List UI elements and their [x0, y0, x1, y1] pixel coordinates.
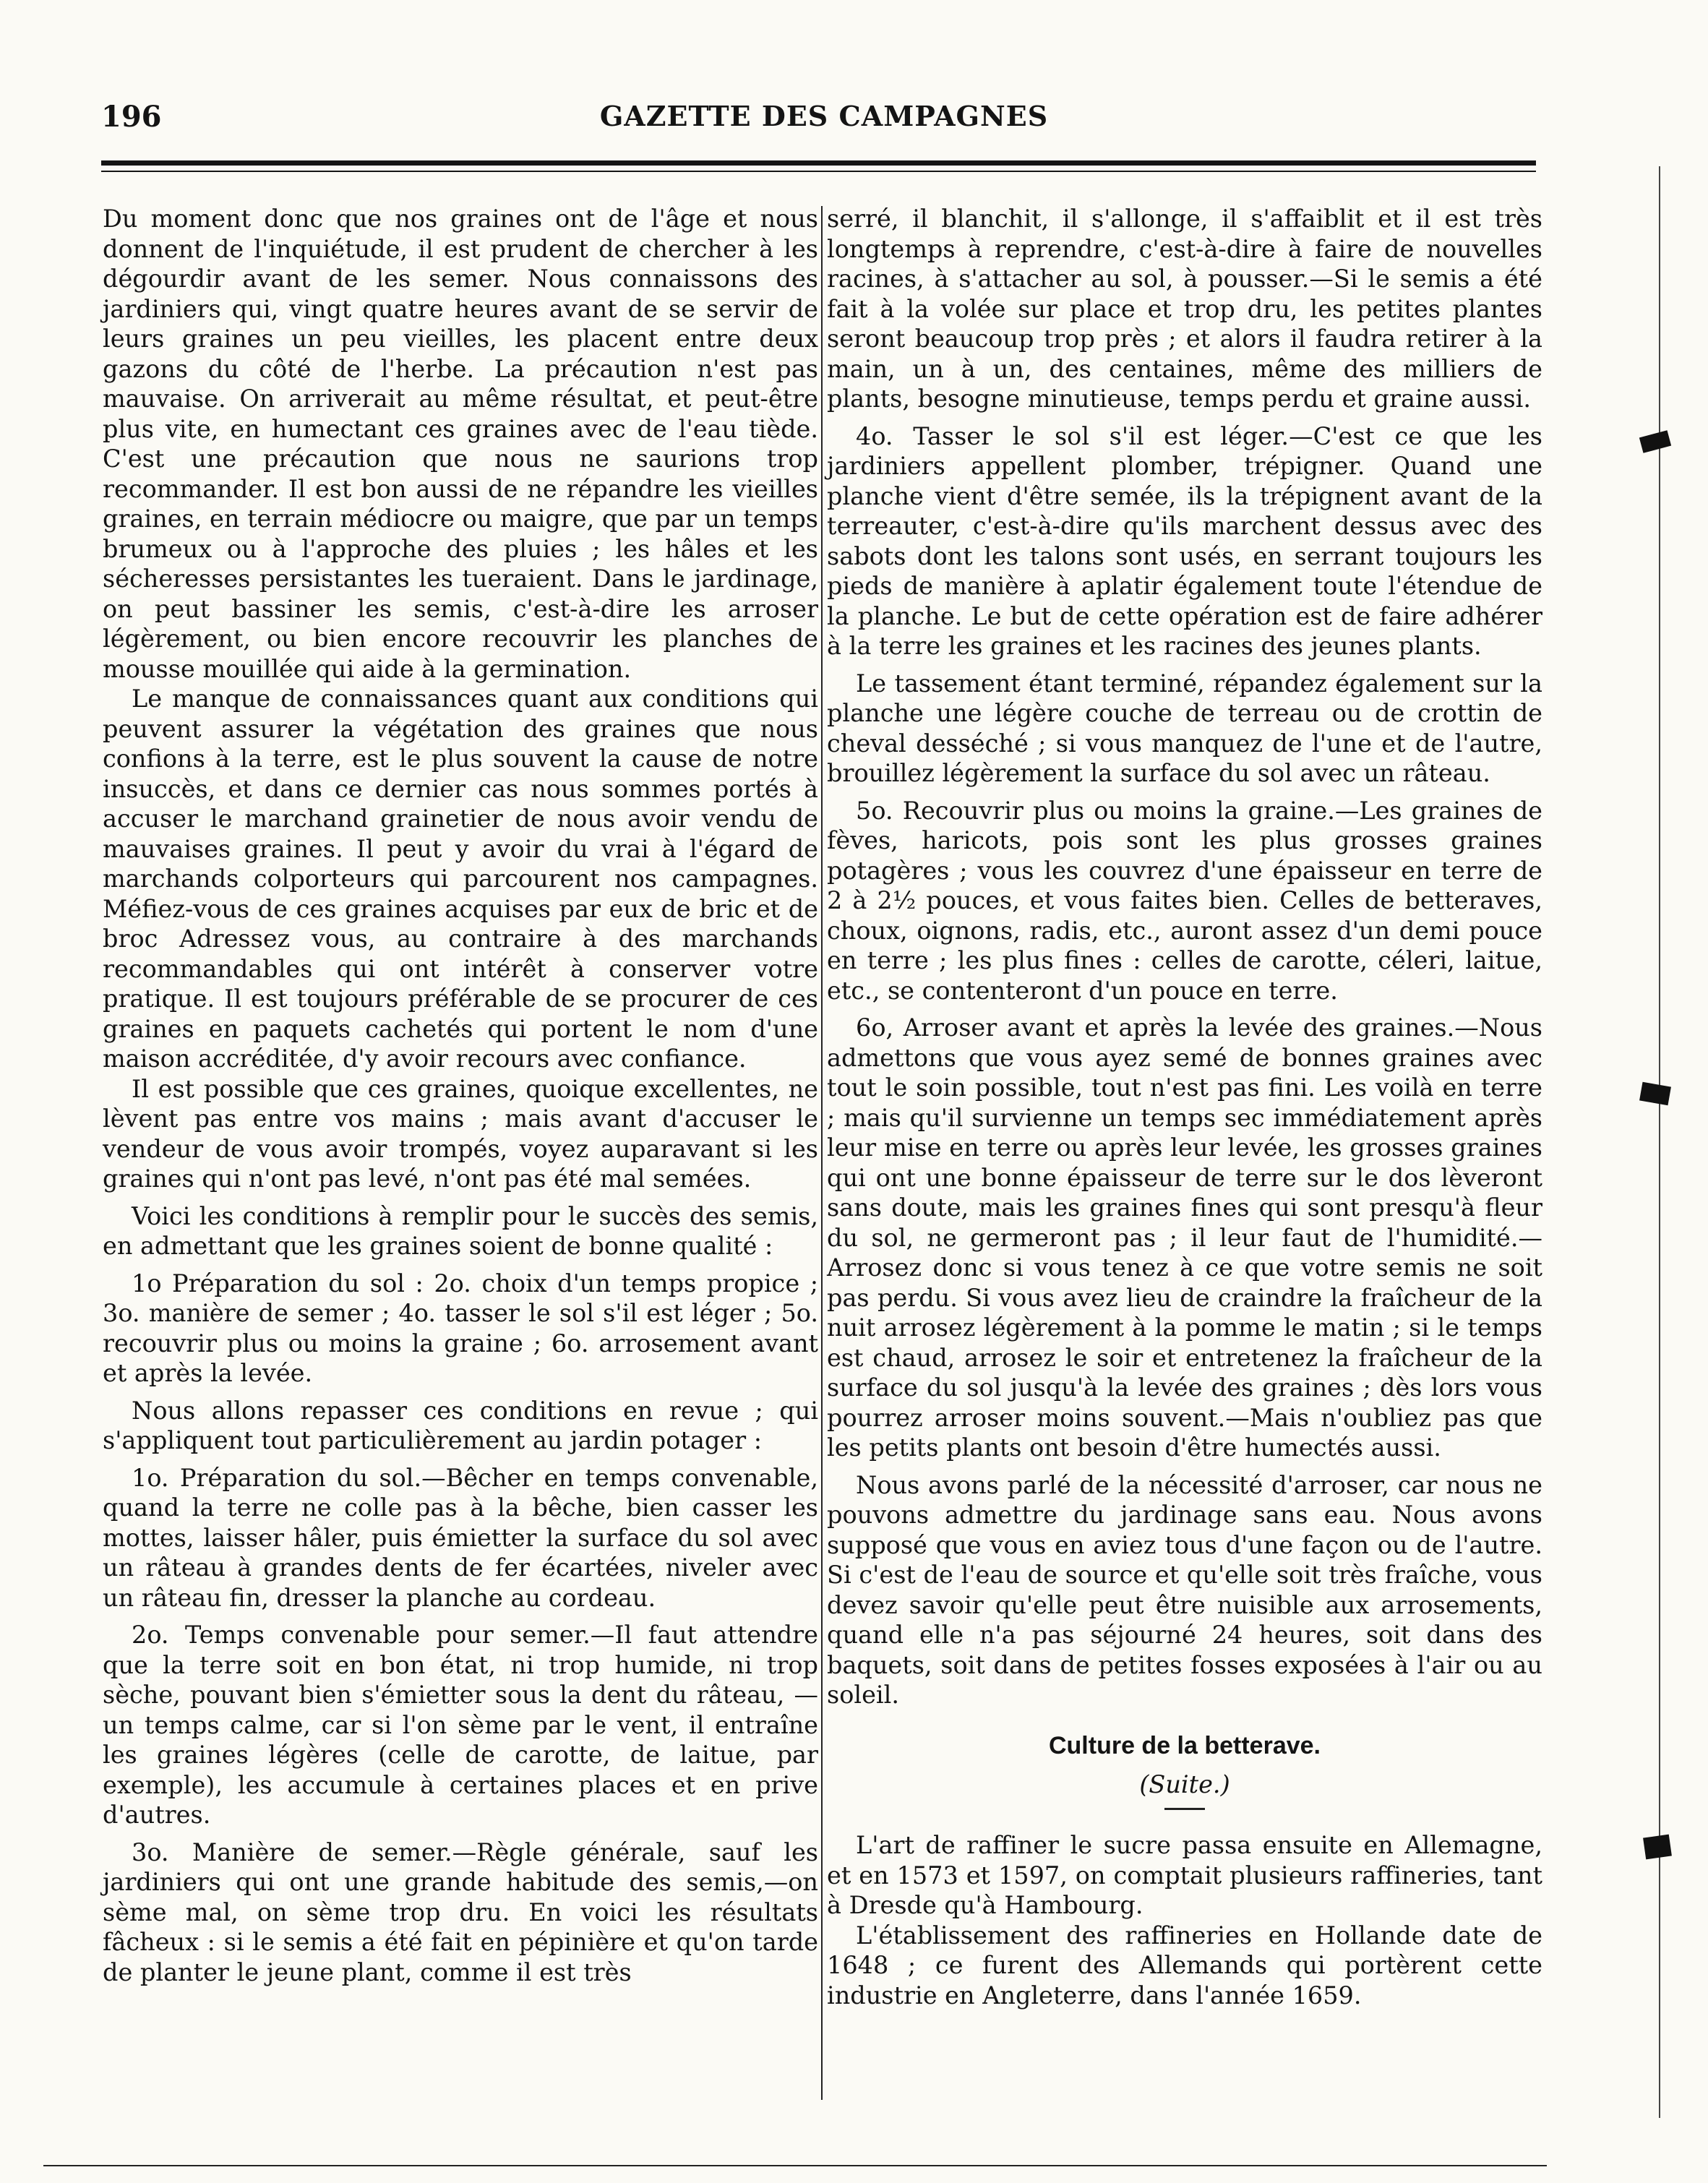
scan-edge-mark — [1643, 1835, 1672, 1860]
paragraph: 5o. Recouvrir plus ou moins la graine.—Les graines de fèves, haricots, pois sont les plus grosses graines potagères ; vous les couvrez d'une épaisseur en terre de 2 à 2½ pouces, et vous faites bien. Celles de betteraves, choux, oignons, radis, etc., auront assez d'un demi pouce en terre ; les plus fines : celles de carotte, céleri, laitue, etc., se contenteront d'un pouce en terre. — [827, 796, 1542, 1005]
paragraph: L'établissement des raffineries en Hollande date de 1648 ; ce furent des Allemands qui portèrent cette industrie en Angleterre, dans l'année 1659. — [827, 1921, 1542, 2010]
header-rule-thin — [101, 171, 1536, 172]
paragraph: Le manque de connaissances quant aux conditions qui peuvent assurer la végétation des graines que nous confions à la terre, est le plus souvent la cause de notre insuccès, et dans ce dernier cas nous sommes portés à accuser le marchand grainetier de nous avoir vendu de mauvaises graines. Il peut y avoir du vrai à l'égard de marchands colporteurs qui parcourent nos campagnes. Méfiez-vous de ces graines acquises par eux de bric et de broc Adressez vous, au contraire à des marchands recommandables qui ont intérêt à conserver votre pratique. Il est toujours préférable de se procurer de ces graines en paquets cachetés qui portent le nom d'une maison accréditée, d'y avoir recours avec confiance. — [103, 685, 818, 1073]
paragraph: Nous avons parlé de la nécessité d'arroser, car nous ne pouvons admettre du jardinage sans eau. Nous avons supposé que vous en aviez tous d'une façon ou de l'autre. Si c'est de l'eau de source et qu'elle soit très fraîche, vous devez savoir qu'elle peut être nuisible aux arrosements, quand elle n'a pas séjourné 24 heures, soit dans des baquets, soit dans de petites fosses exposées à l'air ou au soleil. — [827, 1470, 1542, 1709]
page-number: 196 — [101, 100, 162, 134]
section-rule — [1164, 1808, 1205, 1810]
section-title: Culture de la betterave. — [1048, 1731, 1321, 1759]
column-divider — [821, 206, 823, 2100]
left-column — [103, 204, 818, 1987]
scan-edge-mark — [1639, 430, 1671, 453]
right-column — [827, 204, 1542, 2010]
scan-edge-mark — [1639, 1082, 1671, 1106]
header-rule-thick — [101, 160, 1536, 166]
paragraph: Du moment donc que nos graines ont de l'âge et nous donnent de l'inquiétude, il est prudent de chercher à les dégourdir avant de les semer. Nous connaissons des jardiniers qui, vingt quatre heures avant de se servir de leurs graines un peu vieilles, les placent entre deux gazons du côté de l'herbe. La précaution n'est pas mauvaise. On arriverait au même résultat, et peut-être plus vite, en humectant ces graines avec de l'eau tiède. C'est une précaution que nous ne saurions trop recommander. Il est bon aussi de ne répandre les vieilles graines, en terrain médiocre ou maigre, que par un temps brumeux ou à l'approche des pluies ; les hâles et les sécheresses persistantes les tueraient. Dans le jardinage, on peut bassiner les semis, c'est-à-dire les arroser légèrement, ou bien encore recouvrir les planches de mousse mouillée qui aide à la germination. — [103, 205, 818, 683]
page-header — [101, 100, 1547, 136]
paragraph: serré, il blanchit, il s'allonge, il s'affaiblit et il est très longtemps à reprendre, c'est-à-dire à faire de nouvelles racines, à s'attacher au sol, à pousser.—Si le semis a été fait à la volée sur place et trop dru, les petites plantes seront beaucoup trop près ; et alors il faudra retirer à la main, un à un, des centaines, même des milliers de plants, besogne minutieuse, temps perdu et graine aussi. — [827, 205, 1542, 413]
paragraph: 1o. Préparation du sol.—Bêcher en temps convenable, quand la terre ne colle pas à la bêche, bien casser les mottes, laisser hâler, puis émietter la surface du sol avec un râteau à grandes dents de fer écartées, niveler avec un râteau fin, dresser la planche au cordeau. — [103, 1463, 818, 1612]
paragraph: 1o Préparation du sol : 2o. choix d'un temps propice ; 3o. manière de semer ; 4o. tasser le sol s'il est léger ; 5o. recouvrir plus ou moins la graine ; 6o. arrosement avant et après la levée. — [103, 1269, 818, 1387]
page-bottom-rule — [43, 2165, 1547, 2166]
section-subtitle: (Suite.) — [1139, 1770, 1230, 1798]
paragraph: 3o. Manière de semer.—Règle générale, sauf les jardiniers qui ont une grande habitude des semis,—on sème mal, on sème trop dru. En voici les résultats fâcheux : si le semis a été fait en pépinière et qu'on tarde de planter le jeune plant, comme il est très — [103, 1837, 818, 1986]
paragraph: Il est possible que ces graines, quoique excellentes, ne lèvent pas entre vos mains ; mais avant d'accuser le vendeur de vous avoir trompés, voyez auparavant si les graines qui n'ont pas levé, n'ont pas été mal semées. — [103, 1074, 818, 1193]
scan-edge-line — [1659, 166, 1660, 2118]
publication-title: GAZETTE DES CAMPAGNES — [599, 100, 1049, 132]
paragraph: L'art de raffiner le sucre passa ensuite en Allemagne, et en 1573 et 1597, on comptait plusieurs raffineries, tant à Dresde qu'à Hambourg. — [827, 1831, 1542, 1919]
paragraph: 2o. Temps convenable pour semer.—Il faut attendre que la terre soit en bon état, ni trop humide, ni trop sèche, pouvant bien s'émietter sous la dent du râteau, —un temps calme, car si l'on sème par le vent, il entraîne les graines légères (celle de carotte, de laitue, par exemple), les accumule à certaines places et en prive d'autres. — [103, 1621, 818, 1829]
paragraph: Nous allons repasser ces conditions en revue ; qui s'appliquent tout particulièrement au jardin potager : — [103, 1396, 818, 1454]
paragraph: Le tassement étant terminé, répandez également sur la planche une légère couche de terreau ou de crottin de cheval desséché ; si vous manquez de l'une et de l'autre, brouillez légèrement la surface du sol avec un râteau. — [827, 669, 1542, 787]
paragraph: 6o, Arroser avant et après la levée des graines.—Nous admettons que vous ayez semé de bonnes graines avec tout le soin possible, tout n'est pas fini. Les voilà en terre ; mais qu'il survienne un temps sec immédiatement après leur mise en terre ou après leur levée, les grosses graines qui ont une bonne épaisseur de terre sur le dos lèveront sans doute, mais les graines fines qui sont presqu'à fleur du sol, ne germeront pas ; il leur faut de l'humidité.—Arrosez donc si vous tenez à ce que votre semis ne soit pas perdu. Si vous avez lieu de craindre la fraîcheur de la nuit arrosez légèrement à la pomme le matin ; si le temps est chaud, arrosez le soir et entretenez la fraîcheur de la surface du sol jusqu'à la levée des graines ; dès lors vous pourrez arroser moins souvent.—Mais n'oubliez pas que les petits plants ont besoin d'être humectés aussi. — [827, 1013, 1542, 1462]
paragraph: Voici les conditions à remplir pour le succès des semis, en admettant que les graines soient de bonne qualité : — [103, 1201, 818, 1260]
paragraph: 4o. Tasser le sol s'il est léger.—C'est ce que les jardiniers appellent plomber, trépigner. Quand une planche vient d'être semée, ils la trépignent avant de la terreauter, c'est-à-dire qu'ils marchent dessus avec des sabots dont les talons sont usés, en serrant toujours les pieds de manière à aplatir également toute l'étendue de la planche. Le but de cette opération est de faire adhérer à la terre les graines et les racines des jeunes plants. — [827, 421, 1542, 660]
